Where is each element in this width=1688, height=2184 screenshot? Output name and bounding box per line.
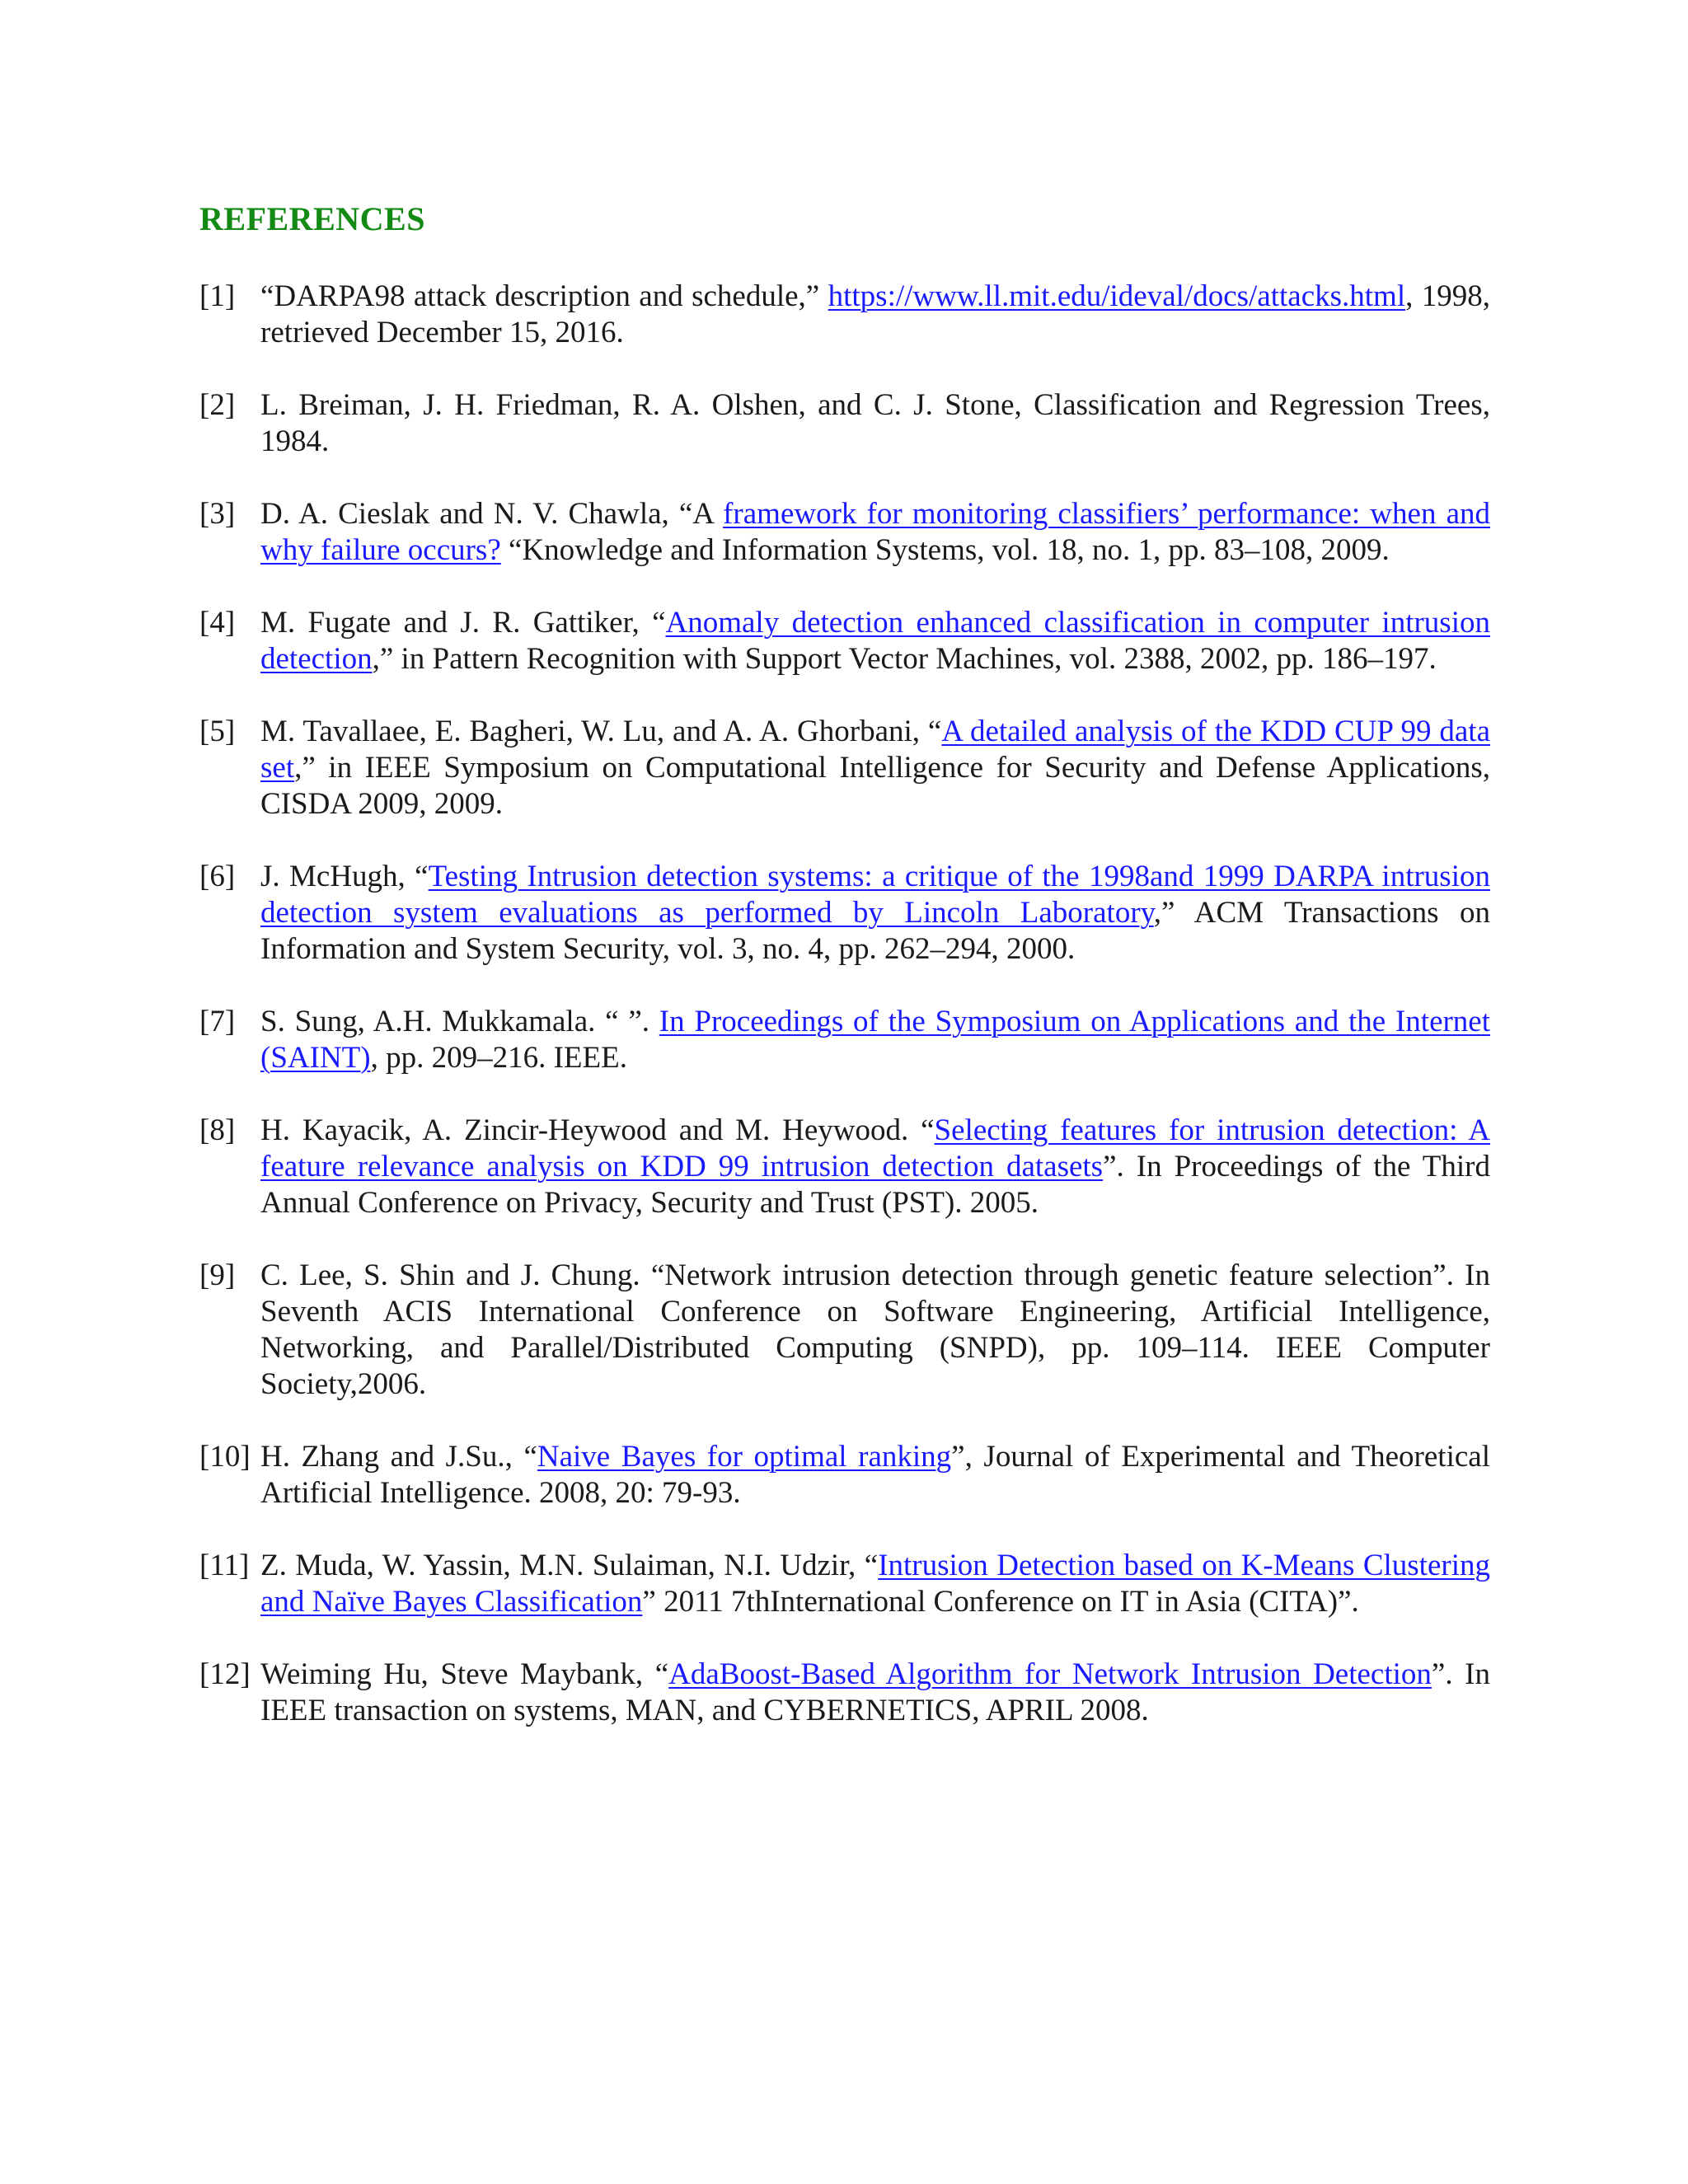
reference-text-tail: , pp. 209–216. IEEE. [370, 1041, 627, 1075]
reference-link[interactable]: Intrusion Detection based on K-Means Clustering and Naïve Bayes Classification [260, 1549, 1490, 1619]
reference-text: H. Zhang and J.Su., “ [260, 1440, 537, 1474]
reference-link[interactable]: Anomaly detection enhanced classification in computer intrusion detection [260, 606, 1490, 676]
reference-number: [6] [199, 860, 236, 893]
reference-number: [1] [199, 279, 236, 313]
reference-item [199, 1004, 1490, 1076]
reference-item [199, 387, 1490, 460]
reference-text: M. Tavallaee, E. Bagheri, W. Lu, and A. A. Ghorbani, “ [260, 715, 942, 748]
references-heading: REFERENCES [199, 200, 425, 237]
reference-item [199, 1548, 1490, 1620]
reference-text: S. Sung, A.H. Mukkamala. “ ”. [260, 1005, 659, 1038]
reference-number: [12] [199, 1657, 251, 1691]
reference-text-tail: “Knowledge and Information Systems, vol. 18, no. 1, pp. 83–108, 2009. [500, 533, 1390, 567]
reference-text: L. Breiman, J. H. Friedman, R. A. Olshen, and C. J. Stone, Classification and Regression Trees, 1984. [260, 388, 1490, 458]
reference-text-tail: ,” in Pattern Recognition with Support Vector Machines, vol. 2388, 2002, pp. 186–197. [372, 642, 1437, 676]
reference-text-tail: , 1998, retrieved December 15, 2016. [260, 279, 1491, 349]
reference-text: H. Kayacik, A. Zincir-Heywood and M. Heywood. “ [260, 1113, 935, 1147]
reference-number: [2] [199, 388, 236, 422]
reference-item [199, 859, 1490, 968]
reference-link[interactable]: framework for monitoring classifiers’ performance: when and why failure occurs? [260, 497, 1490, 567]
reference-number: [11] [199, 1549, 250, 1582]
reference-text: M. Fugate and J. R. Gattiker, “ [260, 606, 666, 640]
reference-item [199, 1439, 1490, 1511]
reference-text: C. Lee, S. Shin and J. Chung. “Network intrusion detection through genetic feature selection”. In Seventh ACIS International Conference on Software Engineering, Artificial Intelligence, Networking, and Parallel/Distributed Computing (SNPD), pp. 109–114. IEEE Computer Society,2006. [260, 1258, 1490, 1401]
reference-number: [10] [199, 1440, 251, 1474]
reference-item [199, 714, 1490, 823]
reference-item [199, 279, 1490, 351]
reference-item [199, 1113, 1490, 1221]
reference-link[interactable]: Selecting features for intrusion detection: A feature relevance analysis on KDD 99 intrusion detection datasets [260, 1113, 1490, 1183]
reference-link[interactable]: AdaBoost-Based Algorithm for Network Intrusion Detection [668, 1657, 1432, 1691]
reference-number: [5] [199, 715, 236, 748]
reference-link[interactable]: In Proceedings of the Symposium on Applications and the Internet (SAINT) [260, 1005, 1491, 1075]
reference-text: J. McHugh, “ [260, 860, 429, 893]
reference-item [199, 1258, 1490, 1403]
reference-number: [9] [199, 1258, 236, 1292]
reference-item [199, 496, 1490, 569]
reference-link[interactable]: Naive Bayes for optimal ranking [537, 1440, 952, 1474]
reference-item [199, 605, 1490, 677]
reference-text-tail: ,” in IEEE Symposium on Computational Intelligence for Security and Defense Applications, CISDA 2009, 2009. [260, 751, 1490, 821]
reference-list [199, 279, 1490, 1729]
reference-link[interactable]: A detailed analysis of the KDD CUP 99 data set [260, 715, 1490, 785]
reference-text: Weiming Hu, Steve Maybank, “ [260, 1657, 669, 1691]
reference-number: [3] [199, 497, 236, 531]
reference-link[interactable]: https://www.ll.mit.edu/ideval/docs/attacks.html [828, 279, 1406, 313]
reference-text-tail: ”. In Proceedings of the Third Annual Conference on Privacy, Security and Trust (PST). 2005. [260, 1150, 1490, 1220]
reference-number: [4] [199, 606, 236, 640]
reference-text-tail: ” 2011 7thInternational Conference on IT in Asia (CITA)”. [642, 1585, 1359, 1619]
reference-link[interactable]: Testing Intrusion detection systems: a critique of the 1998and 1999 DARPA intrusion detection system evaluations as performed by Lincoln Laboratory [260, 860, 1490, 930]
reference-item [199, 1657, 1490, 1729]
references-page [199, 198, 1490, 1765]
reference-text: D. A. Cieslak and N. V. Chawla, “A [260, 497, 724, 531]
reference-number: [7] [199, 1005, 236, 1038]
reference-text-tail: ”. In IEEE transaction on systems, MAN, and CYBERNETICS, APRIL 2008. [260, 1657, 1490, 1727]
reference-number: [8] [199, 1113, 236, 1147]
reference-text: “DARPA98 attack description and schedule,” [260, 279, 828, 313]
reference-text: Z. Muda, W. Yassin, M.N. Sulaiman, N.I. Udzir, “ [260, 1549, 879, 1582]
reference-text-tail: ,” ACM Transactions on Information and System Security, vol. 3, no. 4, pp. 262–294, 2000. [260, 896, 1490, 966]
reference-text-tail: ”, Journal of Experimental and Theoretical Artificial Intelligence. 2008, 20: 79-93. [260, 1440, 1490, 1510]
